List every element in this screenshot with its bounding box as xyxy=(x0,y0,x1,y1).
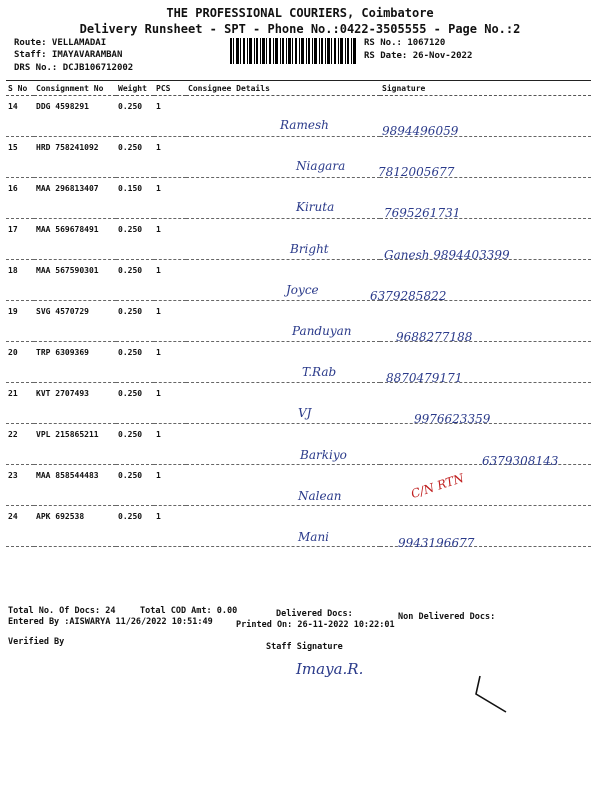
signature-handwritten: 9976623359 xyxy=(414,412,491,427)
consignee-name-handwritten: Barkiyo xyxy=(300,447,347,462)
row-consignment-no: MAA 567590301 xyxy=(34,260,116,301)
consignee-name-handwritten: Mani xyxy=(298,530,330,544)
row-weight: 0.250 xyxy=(116,137,154,178)
row-sno: 17 xyxy=(6,219,34,260)
row-consignment-no: MAA 569678491 xyxy=(34,219,116,260)
consignee-name-handwritten: Bright xyxy=(290,241,329,256)
row-consignment-no: VPL 215865211 xyxy=(34,424,116,465)
row-consignee-details xyxy=(186,137,380,178)
row-consignee-details xyxy=(186,383,380,424)
row-weight: 0.250 xyxy=(116,383,154,424)
total-cod: Total COD Amt: 0.00 xyxy=(140,606,238,616)
consignee-name-handwritten: Niagara xyxy=(296,159,346,174)
row-consignment-no: MAA 296813407 xyxy=(34,178,116,219)
row-consignee-details xyxy=(186,465,380,506)
row-pcs: 1 xyxy=(154,178,186,219)
col-pcs: PCS xyxy=(154,81,186,96)
signature-handwritten: 9688277188 xyxy=(396,330,473,344)
row-pcs: 1 xyxy=(154,96,186,137)
row-consignee-details xyxy=(186,424,380,465)
row-consignment-no: DDG 4598291 xyxy=(34,96,116,137)
signature-handwritten: 6379308143 xyxy=(482,453,559,468)
table-row xyxy=(6,342,591,383)
row-sno: 15 xyxy=(6,137,34,178)
row-consignee-details xyxy=(186,342,380,383)
row-consignment-no: MAA 858544483 xyxy=(34,465,116,506)
route-label: Route: VELLAMADAI xyxy=(14,38,107,48)
row-weight: 0.250 xyxy=(116,219,154,260)
row-consignment-no: APK 692538 xyxy=(34,506,116,547)
row-sno: 16 xyxy=(6,178,34,219)
row-consignee-details xyxy=(186,178,380,219)
row-pcs: 1 xyxy=(154,260,186,301)
total-docs: Total No. Of Docs: 24 xyxy=(8,606,116,616)
col-consignee: Consignee Details xyxy=(186,81,380,96)
return-stamp: C/N RTN xyxy=(409,470,466,501)
barcode-image xyxy=(230,38,358,64)
signature-handwritten: 8870479171 xyxy=(386,371,463,386)
signature-handwritten: 6379285822 xyxy=(370,288,447,303)
drs-number: DRS No.: DCJB106712002 xyxy=(14,63,134,73)
row-weight: 0.250 xyxy=(116,260,154,301)
signature-handwritten: Ganesh 9894403399 xyxy=(384,247,510,262)
row-pcs: 1 xyxy=(154,424,186,465)
row-consignee-details xyxy=(186,506,380,547)
row-weight: 0.250 xyxy=(116,424,154,465)
runsheet-title: Delivery Runsheet - SPT - Phone No.:0422-3505555 - Page No.:2 xyxy=(79,22,521,36)
col-consignment: Consignment No xyxy=(34,81,116,96)
consignee-name-handwritten: VJ xyxy=(298,406,312,421)
entered-by: Entered By :AISWARYA 11/26/2022 10:51:49 xyxy=(8,617,213,627)
row-sno: 22 xyxy=(6,424,34,465)
col-sno: S No xyxy=(6,81,34,96)
company-title: THE PROFESSIONAL COURIERS, Coimbatore xyxy=(166,6,434,20)
verified-by: Verified By xyxy=(8,637,65,647)
row-consignment-no: TRP 6309369 xyxy=(34,342,116,383)
staff-label: Staff: IMAYAVARAMBAN xyxy=(14,50,123,60)
row-consignment-no: SVG 4570729 xyxy=(34,301,116,342)
consignee-name-handwritten: T.Rab xyxy=(302,365,337,380)
row-sno: 21 xyxy=(6,383,34,424)
consignee-name-handwritten: Kiruta xyxy=(296,200,335,215)
row-weight: 0.250 xyxy=(116,342,154,383)
row-pcs: 1 xyxy=(154,137,186,178)
row-pcs: 1 xyxy=(154,465,186,506)
non-delivered-docs: Non Delivered Docs: xyxy=(398,612,496,622)
consignee-name-handwritten: Joyce xyxy=(286,282,319,297)
runsheet-table xyxy=(6,80,591,547)
row-weight: 0.250 xyxy=(116,96,154,137)
table-header-row xyxy=(6,81,591,96)
row-sno: 14 xyxy=(6,96,34,137)
row-sno: 19 xyxy=(6,301,34,342)
rs-number: RS No.: 1067120 xyxy=(364,38,446,48)
row-sno: 18 xyxy=(6,260,34,301)
pen-stroke-mark xyxy=(466,670,516,720)
row-pcs: 1 xyxy=(154,219,186,260)
row-pcs: 1 xyxy=(154,342,186,383)
signature-handwritten: 7695261731 xyxy=(384,206,461,221)
consignee-name-handwritten: Ramesh xyxy=(280,118,329,132)
signature-handwritten: 9943196677 xyxy=(398,536,475,550)
row-pcs: 1 xyxy=(154,506,186,547)
row-weight: 0.250 xyxy=(116,301,154,342)
row-signature xyxy=(380,465,591,506)
row-pcs: 1 xyxy=(154,383,186,424)
signature-handwritten: 7812005677 xyxy=(378,165,455,180)
signature-handwritten: 9894496059 xyxy=(382,124,459,138)
row-sno: 20 xyxy=(6,342,34,383)
row-weight: 0.150 xyxy=(116,178,154,219)
consignee-name-handwritten: Nalean xyxy=(298,488,342,503)
row-consignment-no: KVT 2707493 xyxy=(34,383,116,424)
row-sno: 23 xyxy=(6,465,34,506)
col-weight: Weight xyxy=(116,81,154,96)
row-pcs: 1 xyxy=(154,301,186,342)
consignee-name-handwritten: Panduyan xyxy=(292,324,352,338)
col-signature: Signature xyxy=(380,81,591,96)
row-sno: 24 xyxy=(6,506,34,547)
row-weight: 0.250 xyxy=(116,465,154,506)
staff-signature-label: Staff Signature xyxy=(266,642,343,652)
row-consignment-no: HRD 758241092 xyxy=(34,137,116,178)
delivered-docs: Delivered Docs: xyxy=(276,609,353,619)
staff-signature-handwritten: Imaya.R. xyxy=(296,660,364,678)
printed-on: Printed On: 26-11-2022 10:22:01 xyxy=(236,620,395,630)
row-weight: 0.250 xyxy=(116,506,154,547)
row-consignee-details xyxy=(186,219,380,260)
rs-date: RS Date: 26-Nov-2022 xyxy=(364,51,473,61)
row-consignee-details xyxy=(186,260,380,301)
